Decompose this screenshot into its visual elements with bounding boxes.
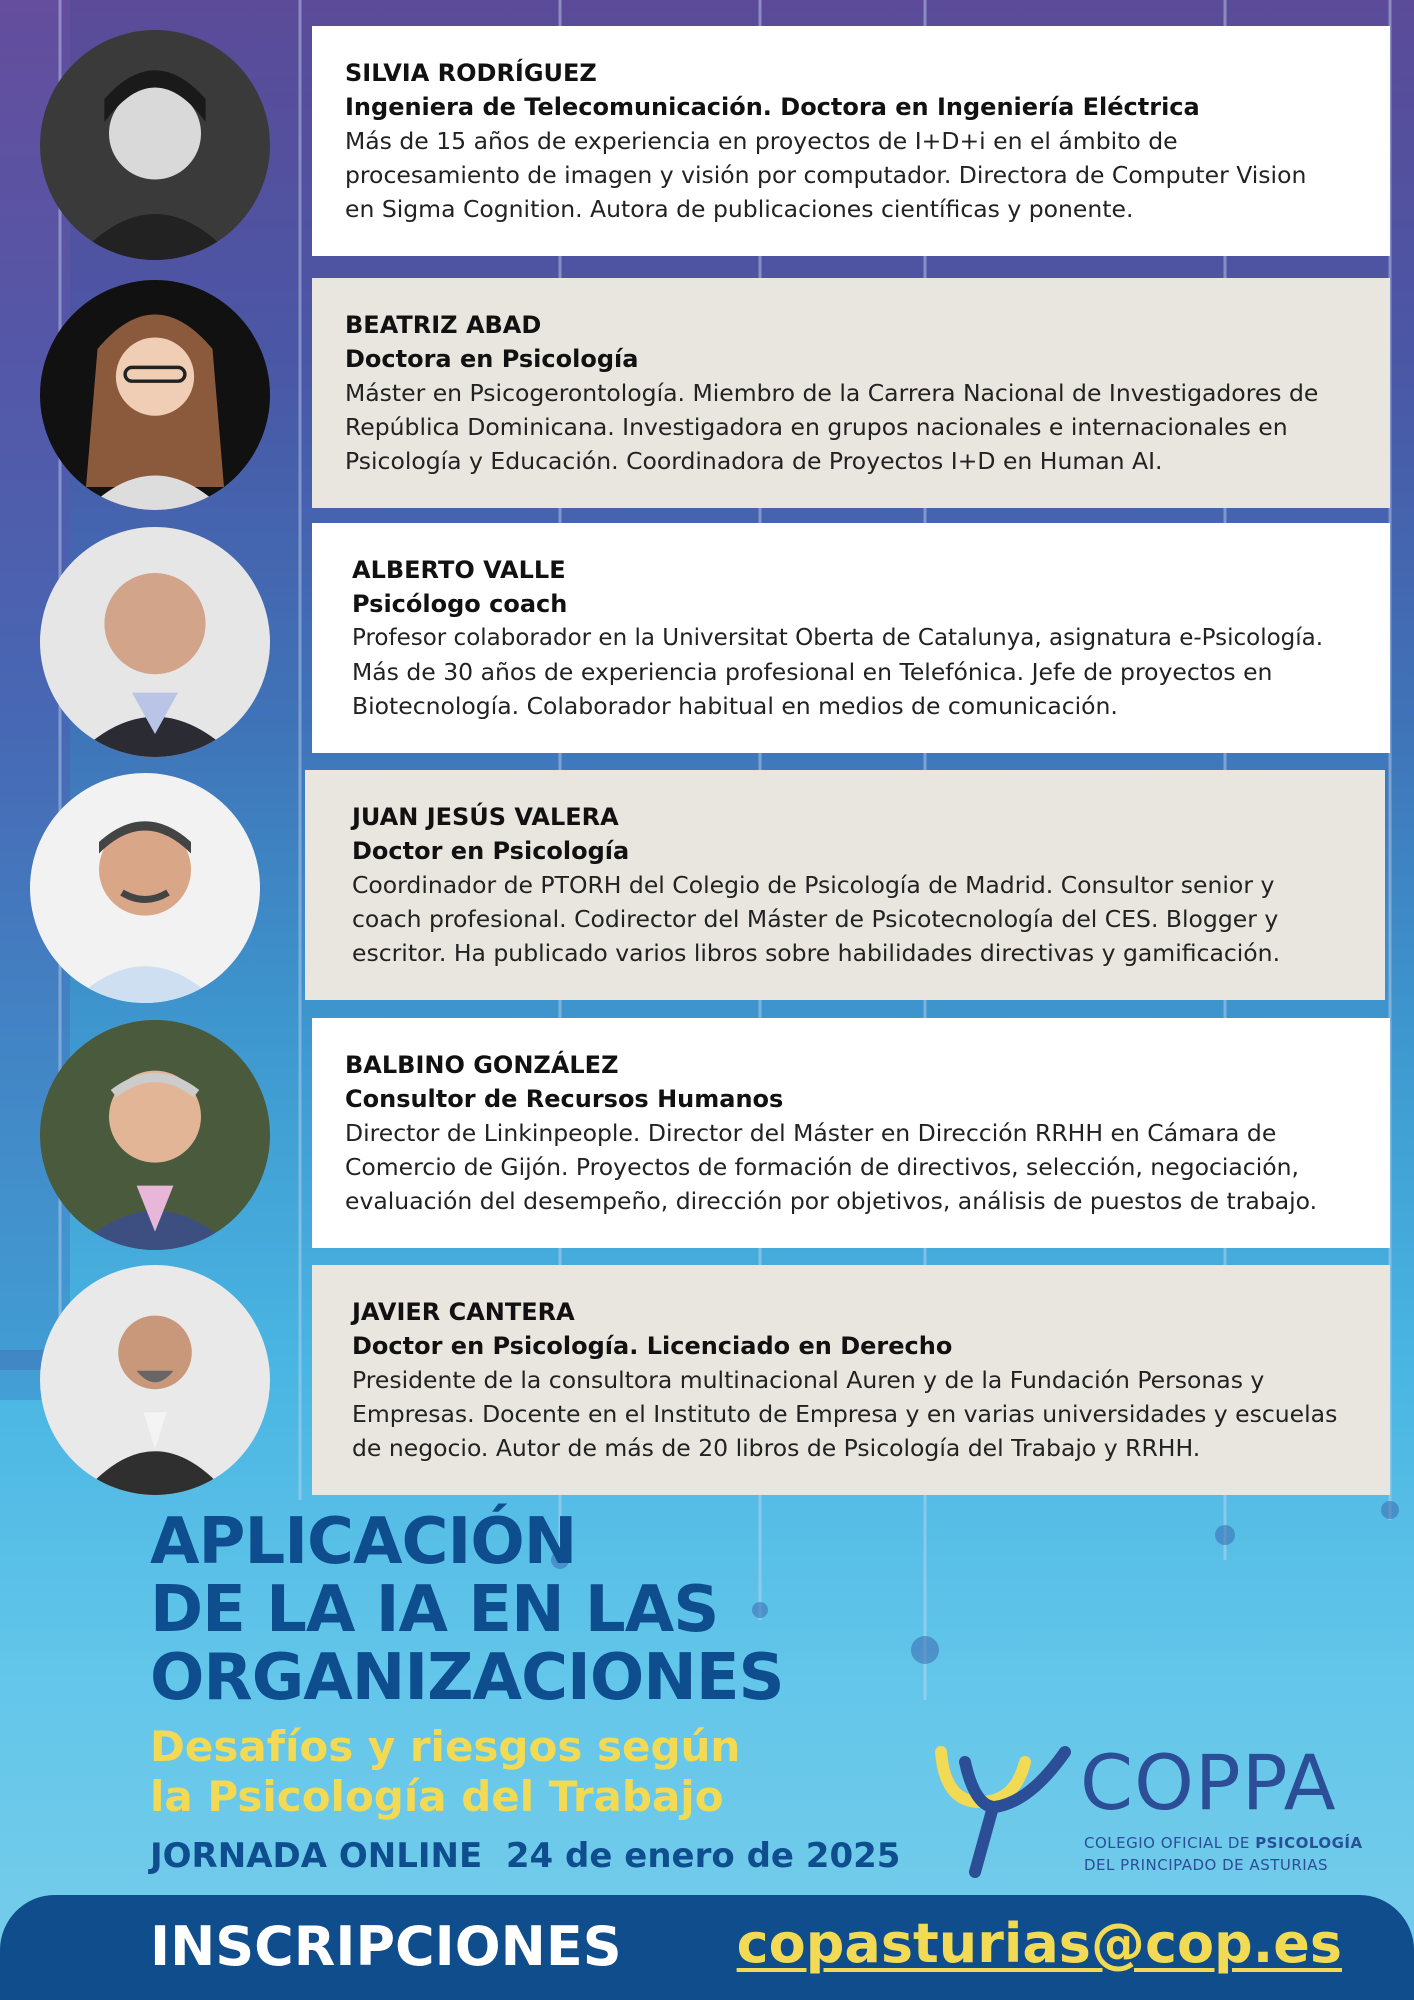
event-title-line: DE LA IA EN LAS xyxy=(150,1573,719,1647)
speaker-bio-line: Coordinador de PTORH del Colegio de Psicología de Madrid. Consultor senior y xyxy=(352,871,1275,899)
avatar xyxy=(40,30,270,260)
event-subtitle-line: la Psicología del Trabajo xyxy=(150,1772,724,1821)
avatar xyxy=(40,527,270,757)
speaker-bio-line: procesamiento de imagen y visión por computador. Directora de Computer Vision xyxy=(345,161,1307,189)
logo-subtitle-prefix: COLEGIO OFICIAL DE xyxy=(1084,1834,1256,1852)
speaker-role: Doctora en Psicología xyxy=(345,345,639,373)
speaker-bio-line: coach profesional. Codirector del Máster de Psicotecnología del CES. Blogger y xyxy=(352,905,1279,933)
speaker-bio-line: Máster en Psicogerontología. Miembro de la Carrera Nacional de Investigadores de xyxy=(345,379,1319,407)
avatar xyxy=(40,280,270,510)
speaker-bio-line: República Dominicana. Investigadora en grupos nacionales e internacionales en xyxy=(345,413,1288,441)
speaker-role: Doctor en Psicología. Licenciado en Derecho xyxy=(352,1332,953,1360)
speaker-name: BEATRIZ ABAD xyxy=(345,311,542,339)
speaker-bio-line: escritor. Ha publicado varios libros sobre habilidades directivas y gamificación. xyxy=(352,939,1281,967)
event-title xyxy=(150,1505,784,1715)
speaker-role: Ingeniera de Telecomunicación. Doctora en Ingeniería Eléctrica xyxy=(345,93,1200,121)
speaker-bio-line: Más de 15 años de experiencia en proyectos de I+D+i en el ámbito de xyxy=(345,127,1178,155)
speaker-bio-line: Comercio de Gijón. Proyectos de formación de directivos, selección, negociación, xyxy=(345,1153,1299,1181)
speaker-name: JUAN JESÚS VALERA xyxy=(352,803,619,831)
speaker-bio-line: evaluación del desempeño, dirección por objetivos, análisis de puestos de trabajo. xyxy=(345,1187,1318,1215)
speaker-card xyxy=(312,1018,1390,1248)
speaker-bio-line: Profesor colaborador en la Universitat Oberta de Catalunya, asignatura e-Psicología. xyxy=(352,625,1324,651)
speaker-bio-line: Más de 30 años de experiencia profesional en Telefónica. Jefe de proyectos en xyxy=(352,658,1273,686)
avatar xyxy=(40,1265,270,1495)
speaker-name: BALBINO GONZÁLEZ xyxy=(345,1051,619,1079)
avatar xyxy=(30,773,260,1003)
speaker-card xyxy=(305,770,1385,1000)
registration-email-link[interactable]: copasturias@cop.es xyxy=(736,1912,1342,1975)
speaker-card xyxy=(312,278,1390,508)
speaker-bio-line: en Sigma Cognition. Autora de publicaciones científicas y ponente. xyxy=(345,195,1134,223)
logo-subtitle-line2: DEL PRINCIPADO DE ASTURIAS xyxy=(1084,1856,1328,1874)
speaker-name: ALBERTO VALLE xyxy=(352,556,566,584)
logo-subtitle-bold: PSICOLOGÍA xyxy=(1255,1834,1363,1852)
speaker-name: JAVIER CANTERA xyxy=(352,1298,575,1326)
speaker-bio-line: de negocio. Autor de más de 20 libros de Psicología del Trabajo y RRHH. xyxy=(352,1434,1201,1462)
speaker-bio-line: Director de Linkinpeople. Director del Máster en Dirección RRHH en Cámara de xyxy=(345,1119,1277,1147)
avatar xyxy=(40,1020,270,1250)
event-date-line: JORNADA ONLINE 24 de enero de 2025 xyxy=(150,1836,901,1876)
speaker-role: Psicólogo coach xyxy=(352,590,568,618)
speaker-card xyxy=(312,1265,1390,1495)
speaker-card xyxy=(312,26,1390,256)
speaker-bio-line: Psicología y Educación. Coordinadora de Proyectos I+D en Human AI. xyxy=(345,447,1163,475)
speaker-bio-line: Presidente de la consultora multinacional Auren y de la Fundación Personas y xyxy=(352,1366,1265,1394)
logo-subtitle xyxy=(1084,1834,1363,1852)
registration-label: INSCRIPCIONES xyxy=(150,1915,622,1978)
speaker-bio-line: Empresas. Docente en el Instituto de Empresa y en varias universidades y escuelas xyxy=(352,1400,1338,1428)
event-title-line: APLICACIÓN xyxy=(150,1505,577,1579)
speaker-role: Consultor de Recursos Humanos xyxy=(345,1085,784,1113)
logo-wordmark: COPPA xyxy=(1080,1738,1337,1827)
speaker-card xyxy=(312,523,1390,753)
speaker-role: Doctor en Psicología xyxy=(352,837,630,865)
event-title-line: ORGANIZACIONES xyxy=(150,1641,784,1715)
event-subtitle xyxy=(150,1722,740,1822)
event-subtitle-line: Desafíos y riesgos según xyxy=(150,1722,741,1771)
speaker-bio-line: Biotecnología. Colaborador habitual en medios de comunicación. xyxy=(352,692,1118,720)
speaker-name: SILVIA RODRÍGUEZ xyxy=(345,59,597,87)
